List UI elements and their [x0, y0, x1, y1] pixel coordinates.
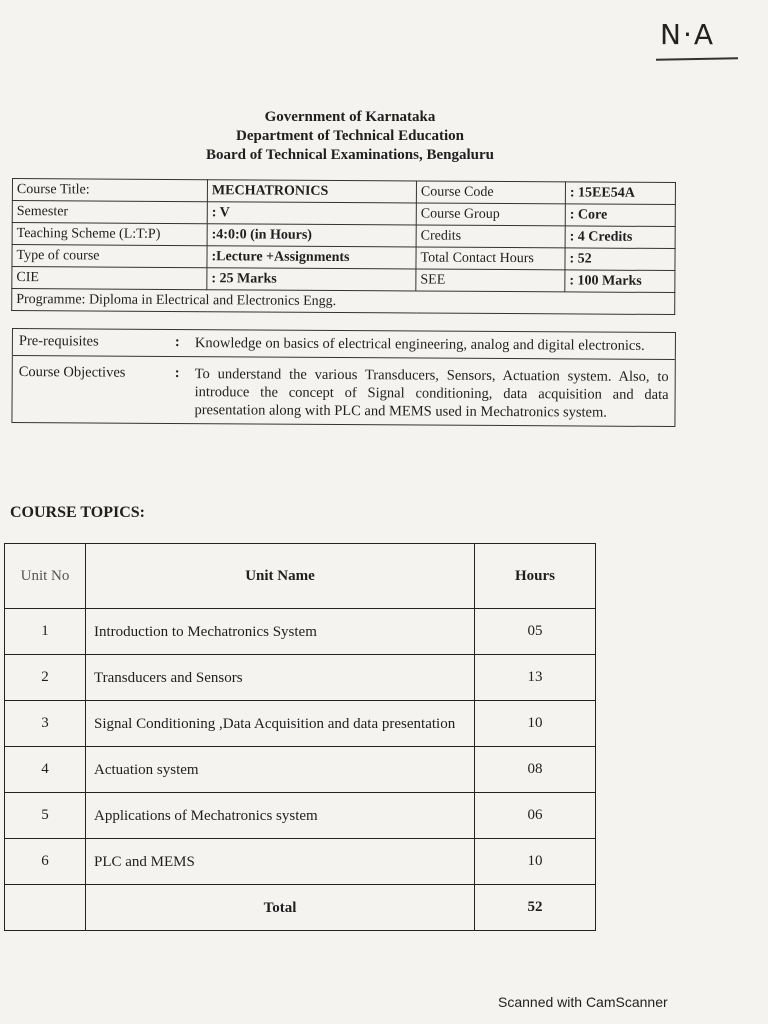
total-hours: 52 [475, 885, 596, 931]
objectives-label: Course Objectives [18, 364, 126, 381]
info-value: MECHATRONICS [207, 180, 416, 203]
unit-number: 6 [5, 839, 86, 885]
info-value: : Core [565, 204, 675, 227]
unit-number: 3 [5, 701, 86, 747]
unit-hours: 05 [475, 609, 596, 655]
header-hours: Hours [475, 544, 596, 609]
programme-row [12, 289, 675, 315]
info-label: Credits [416, 225, 565, 248]
info-label: SEE [416, 269, 565, 292]
header-unit-name: Unit Name [86, 544, 475, 609]
objectives-text: To understand the various Transducers, Sensors, Actuation system. Also, to introduce the concept of Signal conditioning, data acquisition and data presentation along with PLC and MEMS used in Mechatronics system. [194, 366, 669, 421]
unit-hours: 10 [475, 839, 596, 885]
unit-name: Actuation system [86, 747, 475, 793]
course-topics-heading: COURSE TOPICS: [10, 504, 145, 521]
info-value: : V [207, 202, 416, 225]
unit-number: 5 [5, 793, 86, 839]
unit-number: 2 [5, 655, 86, 701]
unit-name: Applications of Mechatronics system [86, 793, 475, 839]
table-row [5, 839, 596, 885]
unit-hours: 06 [475, 793, 596, 839]
info-value: : 52 [565, 248, 675, 271]
prerequisites-label: Pre-requisites [18, 333, 99, 350]
info-label: Type of course [12, 245, 207, 268]
table-row [5, 655, 596, 701]
info-value: :4:0:0 (in Hours) [207, 224, 416, 247]
handwritten-note: N·A [660, 18, 715, 51]
header-government: Government of Karnataka [264, 109, 436, 125]
programme-text: Programme: Diploma in Electrical and Electronics Engg. [12, 289, 675, 315]
unit-hours: 13 [475, 655, 596, 701]
scanner-watermark: Scanned with CamScanner [498, 994, 668, 1010]
info-label: Total Contact Hours [416, 247, 565, 270]
info-label: CIE [12, 267, 207, 290]
course-info-table [11, 178, 676, 315]
total-empty-cell [5, 885, 86, 931]
total-row [5, 885, 596, 931]
topics-header-row [5, 544, 596, 609]
table-row [5, 747, 596, 793]
info-label: Teaching Scheme (L:T:P) [12, 223, 207, 246]
unit-hours: 08 [475, 747, 596, 793]
prerequisites-colon: : [174, 333, 180, 351]
total-label: Total [86, 885, 475, 931]
objectives-colon: : [174, 364, 180, 382]
info-label: Course Code [416, 181, 565, 204]
unit-name: Transducers and Sensors [86, 655, 475, 701]
unit-number: 4 [5, 747, 86, 793]
info-value: : 15EE54A [565, 182, 675, 205]
table-row [5, 609, 596, 655]
info-label: Semester [12, 201, 207, 224]
unit-name: Introduction to Mechatronics System [86, 609, 475, 655]
unit-number: 1 [5, 609, 86, 655]
info-label: Course Group [416, 203, 565, 226]
unit-name: PLC and MEMS [86, 839, 475, 885]
info-label: Course Title: [12, 179, 207, 202]
header-board: Board of Technical Examinations, Bengaluru [206, 147, 494, 163]
prerequisites-text: Knowledge on basics of electrical engineering, analog and digital electronics. [194, 335, 645, 354]
course-topics-table [4, 543, 596, 931]
objectives-row [12, 355, 674, 426]
info-value: : 25 Marks [207, 268, 416, 291]
unit-name: Signal Conditioning ,Data Acquisition and data presentation [86, 701, 475, 747]
header-unit-no: Unit No [5, 544, 86, 609]
prerequisites-objectives-box [11, 328, 676, 427]
info-value: : 100 Marks [565, 270, 675, 293]
table-row [5, 701, 596, 747]
header-department: Department of Technical Education [236, 128, 464, 144]
document-header [0, 108, 700, 165]
unit-hours: 10 [475, 701, 596, 747]
table-row [5, 793, 596, 839]
info-value: : 4 Credits [565, 226, 675, 249]
info-value: :Lecture +Assignments [207, 246, 416, 269]
handwritten-underline [656, 57, 738, 60]
prerequisites-row [13, 329, 675, 359]
